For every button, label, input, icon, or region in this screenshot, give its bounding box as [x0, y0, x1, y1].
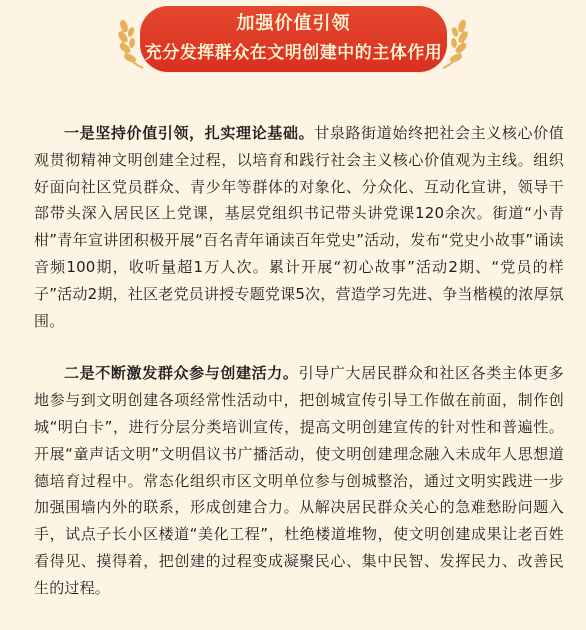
banner-subtitle: 充分发挥群众在文明创建中的主体作用: [144, 43, 443, 63]
paragraph-text: 甘泉路街道始终把社会主义核心价值观贯彻精神文明创建全过程，以培育和践行社会主义核心价值观为主线。组织好面向社区党员群众、青少年等群体的对象化、分众化、互动化宣讲，领导干部带头深入居民区上党课，基层党组织书记带头讲党课120余次。街道“小青柑”青年宣讲团积极开展“百名青年诵读百年党史”活动，发布“党史小故事”诵读音频100期，收听量超1万人次。累计开展“初心故事”活动2期、“党员的样子”活动2期，社区老党员讲授专题党课5次，营造学习先进、争当楷模的浓厚氛围。: [34, 124, 564, 330]
header-banner-area: [0, 0, 586, 84]
paragraph-lead: 一是坚持价值引领，扎实理论基础。: [64, 124, 315, 142]
paragraph-text: 引导广大居民群众和社区各类主体更多地参与到文明创建各项经常性活动中，把创城宣传引导工作做在前面，制作创城“明白卡”，进行分层分类培训宣传，提高文明创建宣传的针对性和普遍性。开展“童声话文明”文明倡议书广播活动，使文明创建理念融入未成年人思想道德培育过程中。常态化组织市区文明单位参与创城整治，通过文明实践进一步加强围墙内外的联系，形成创建合力。从解决居民群众关心的急难愁盼问题入手，试点子长小区楼道“美化工程”，杜绝楼道堆物，使文明创建成果让老百姓看得见、摸得着，把创建的过程变成凝聚民心、集中民智、发挥民力、改善民生的过程。: [34, 364, 564, 597]
banner-title: 加强价值引领: [236, 13, 351, 34]
paragraph-mass-participation: [34, 360, 564, 601]
paragraph-lead: 二是不断激发群众参与创建活力。: [64, 364, 299, 383]
article-body: [34, 120, 564, 602]
laurel-right-icon: [437, 10, 471, 72]
paragraph-value-guidance: [34, 120, 564, 334]
title-banner: [140, 6, 447, 72]
